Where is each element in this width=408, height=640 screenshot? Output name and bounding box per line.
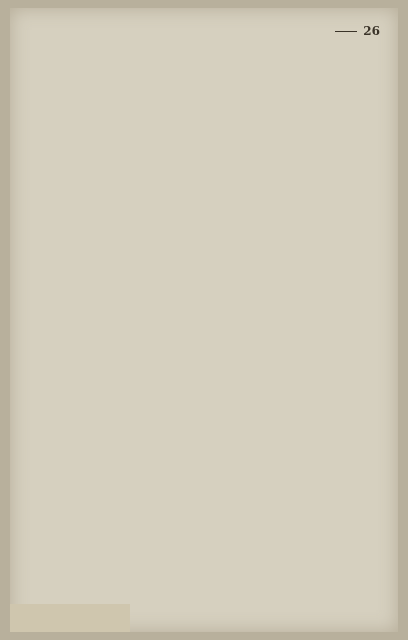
page-number: 26 <box>363 24 380 38</box>
library-stamp <box>10 604 130 632</box>
text-block-bottom <box>30 320 378 570</box>
header-rule <box>335 31 357 32</box>
text-block-top <box>30 52 378 302</box>
page-header <box>28 22 380 40</box>
document-page <box>10 8 398 632</box>
